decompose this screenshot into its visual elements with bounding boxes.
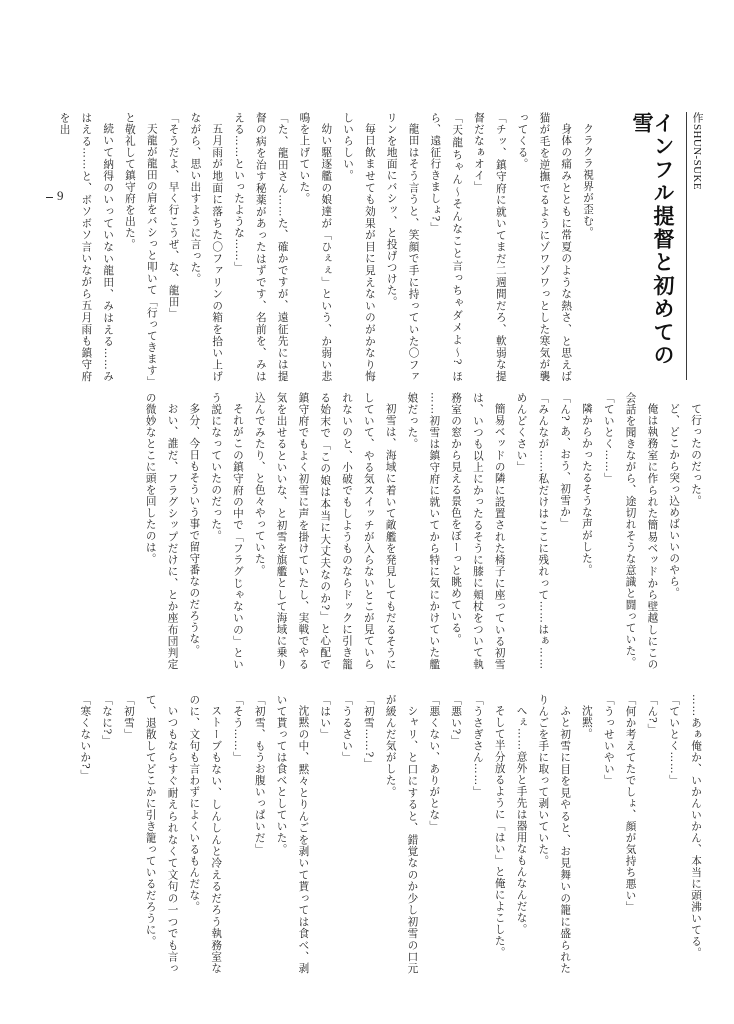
paragraph: それがこの鎮守府の中で「フラグじゃないの」という説になっていたのだった。 bbox=[210, 392, 244, 670]
paragraph: 「チッ、鎮守府に就いてまだ二週間だろ、軟弱な提督だなぁオイ」 bbox=[472, 112, 507, 382]
paragraph: 幼い駆逐艦の娘達が「ひぇぇ」という、か弱い悲鳴を上げていた。 bbox=[298, 112, 333, 382]
paragraph: 「はい」 bbox=[319, 694, 332, 740]
paragraph: シャリ、と口にすると、錯覚なのか少し初雪の口元が緩んだ気がした。 bbox=[384, 694, 419, 974]
paragraph: いつもならすぐ耐えられなくて文句の一つでも言って、退散してどこかに引き籠っているだろうに。 bbox=[144, 694, 179, 974]
paragraph: 続いて納得のいっていない龍田、みはえる……みはえる……と、ボソボソ言いながら五月雨も鎮守府を出 bbox=[58, 112, 115, 382]
paragraph: ど、どこから突っ込めばいいのやら。 bbox=[668, 402, 681, 599]
folio-number: 9 bbox=[57, 188, 64, 203]
paragraph: 「ていとく……」 bbox=[602, 392, 615, 484]
paragraph: 「悪くない、ありがとな」 bbox=[428, 694, 441, 832]
paragraph: 初雪は、海域に着いて敵艦を発見してもだるそうにしていて、やる気スイッチが入らないとこが見ていられないのと、小破でもしようものならドックに引き籠る始末で「この娘は本当に大丈夫なのか?」と心配で鎮守府でもよく初雪に声を掛けていたし、実戦でやる気を出せるといいな、と初雪を旗艦として海域に乗り込んでみたり、と色々やっていた。 bbox=[253, 392, 397, 670]
paragraph: 毎日飲ませても効果が目に見えないのがかなり悔しいらしい。 bbox=[342, 112, 376, 382]
text-block-1 bbox=[58, 112, 598, 382]
paragraph: て行ったのだった。 bbox=[690, 402, 702, 507]
byline-author: SHUN-SUKE bbox=[691, 124, 703, 190]
paragraph: 「寒くないか?」 bbox=[79, 694, 92, 782]
paragraph: おい、誰だ、フラグシップだけに、とか座布団判定の微妙なとこに頭を回したのは。 bbox=[144, 392, 179, 670]
text-block-2 bbox=[46, 392, 706, 670]
paragraph: 「うさぎさん……」 bbox=[471, 694, 484, 798]
paragraph: 「初雪」 bbox=[122, 694, 135, 740]
paragraph: 「ていとく……」 bbox=[668, 694, 681, 786]
paragraph: 「た、龍田さん……た、確かですが、遠征先には提督の病を治す秘薬があったはずです、名前を、みはえる……といったような……」 bbox=[233, 112, 289, 382]
paragraph: ふと初雪に目を見やると、お見舞いの籠に盛られたりんごを手に取って剥いていた。 bbox=[537, 694, 572, 974]
paragraph: 「うっせいやい」 bbox=[602, 694, 615, 786]
paragraph: 「みんなが……私だけはここに残れって……はぁ……めんどくさい」 bbox=[515, 392, 550, 670]
paragraph: 身体の痛みとともに常夏のような熱さ、と思えば猫が毛を逆撫でるようにゾワゾワっとした寒気が襲ってくる。 bbox=[516, 112, 573, 382]
paragraph: 龍田はそう言うと、笑顔で手に持っていた〇ファリンを地面にバシッ、と投げつけた。 bbox=[385, 112, 420, 382]
paragraph: 沈黙。 bbox=[580, 704, 593, 740]
paragraph: ……初雪は鎮守府に就いてから特に気にかけていた艦娘だった。 bbox=[406, 392, 441, 670]
paragraph: 多分、今日もそういう事で留守番なのだろうな。 bbox=[188, 402, 201, 656]
paragraph: ……あぁ俺か、いかんいかん、本当に頭沸いてる。 bbox=[690, 694, 702, 959]
paragraph: 沈黙の中、黙々とりんごを剥いて貰っては食べ、剥いて貰っては食べとしていた。 bbox=[275, 694, 310, 974]
paragraph: 「初雪……?」 bbox=[362, 694, 375, 770]
paragraph: 「悪い?」 bbox=[450, 694, 463, 747]
paragraph: 「そう……」 bbox=[231, 694, 244, 763]
paragraph: 「うるさい」 bbox=[341, 694, 353, 763]
text-block-3 bbox=[46, 694, 706, 974]
paragraph: そして半分放るように「はい」と俺によこした。 bbox=[493, 704, 506, 958]
paragraph: 天龍が龍田の肩をバシっと叩いて「行ってきます」と敬礼して鎮守府を出た。 bbox=[123, 112, 158, 382]
paragraph: 隣からかったるそうな声がした。 bbox=[580, 402, 593, 576]
paragraph: 「何か考えてたでしょ、顔が気持ち悪い」 bbox=[624, 694, 637, 913]
paragraph: 「ん? あ、おう、初雪か」 bbox=[559, 392, 572, 530]
paragraph: 簡易ベッドの隣に設置された椅子に座っている初雪は、いつも以上にかったるそうに膝に頬杖をついて執務室の窓から見える景色をぼーっと眺めている。 bbox=[450, 392, 506, 670]
paragraph: ストーブもない、しんしんと冷えるだろう執務室なのに、文句も言わずによくいるもんだな。 bbox=[188, 694, 223, 974]
paragraph: 俺は執務室に作られた簡易ベッドから壁越しにこの会話を聞きながら、途切れそうな意識と闘っていた。 bbox=[624, 392, 659, 670]
byline-label: 作 bbox=[691, 112, 704, 124]
paragraph: 五月雨が地面に落ちた〇ファリンの箱を拾い上げながら、思い出すように言った。 bbox=[189, 112, 224, 382]
title-block bbox=[622, 112, 706, 380]
page-title: インフル提督と初めての雪 bbox=[630, 112, 676, 368]
paragraph: クラクラ視界が歪む。 bbox=[582, 122, 594, 238]
title-divider bbox=[686, 112, 687, 380]
paragraph: 「初雪、もうお腹いっぱいだ」 bbox=[253, 694, 266, 855]
paragraph: 「ん?」 bbox=[646, 694, 659, 736]
paragraph: 「なに?」 bbox=[101, 694, 114, 747]
paragraph: 「そうだよ、早く行こうぜ、な、龍田」 bbox=[167, 112, 180, 319]
byline bbox=[689, 112, 706, 380]
paragraph: 「天龍ちゃん～そんなこと言っちゃダメよ～? ほら、遠征行きましょ?」 bbox=[429, 112, 464, 382]
paragraph: へぇ……意外と手先は器用なもんなんだな。 bbox=[515, 704, 528, 935]
